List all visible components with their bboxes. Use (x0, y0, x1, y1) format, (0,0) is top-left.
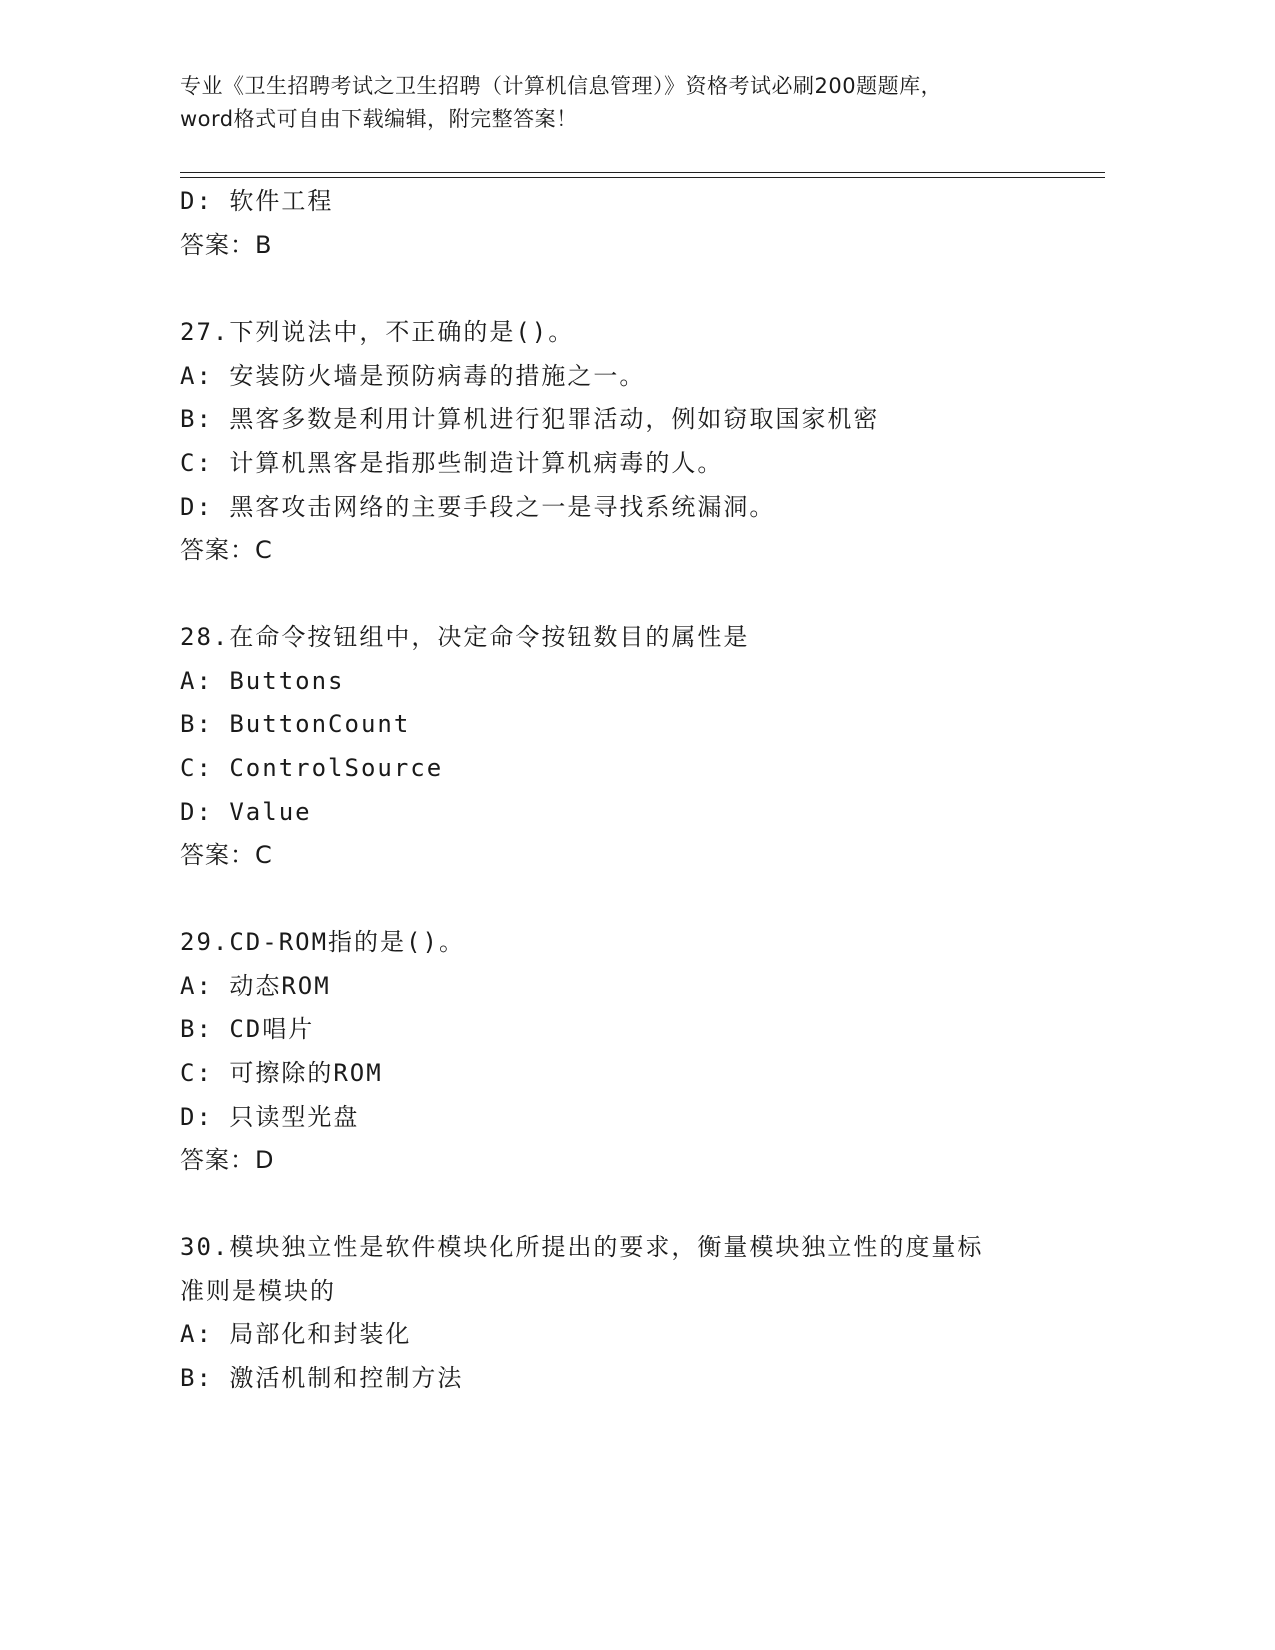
prev-option-d: D: 软件工程 (180, 187, 334, 215)
q30-question-line-2: 准则是模块的 (180, 1277, 336, 1305)
q28-option-c: C: ControlSource (180, 754, 444, 782)
q28-answer: 答案：C (180, 841, 273, 869)
q29-question: 29.CD-ROM指的是()。 (180, 928, 465, 956)
q27-question: 27.下列说法中，不正确的是()。 (180, 318, 575, 346)
q28-option-b: B: ButtonCount (180, 710, 411, 738)
header-line-1: 专业《卫生招聘考试之卫生招聘（计算机信息管理）》资格考试必刷200题题库， (180, 74, 943, 98)
q27-option-c: C: 计算机黑客是指那些制造计算机病毒的人。 (180, 449, 724, 477)
q30-option-a: A: 局部化和封装化 (180, 1320, 412, 1348)
header-divider-bottom (180, 177, 1105, 178)
q29-option-c: C: 可擦除的ROM (180, 1059, 383, 1087)
q29-answer: 答案：D (180, 1146, 275, 1174)
q28-question: 28.在命令按钮组中，决定命令按钮数目的属性是 (180, 623, 750, 651)
q27-option-a: A: 安装防火墙是预防病毒的措施之一。 (180, 362, 646, 390)
prev-answer: 答案：B (180, 231, 273, 259)
q29-option-d: D: 只读型光盘 (180, 1103, 360, 1131)
q27-answer: 答案：C (180, 536, 273, 564)
header-line-2: word格式可自由下载编辑，附完整答案！ (180, 107, 578, 131)
q29-option-a: A: 动态ROM (180, 972, 331, 1000)
q30-option-b: B: 激活机制和控制方法 (180, 1364, 464, 1392)
header-divider-top (180, 172, 1105, 173)
q30-question-line-1: 30.模块独立性是软件模块化所提出的要求，衡量模块独立性的度量标 (180, 1233, 984, 1261)
q28-option-d: D: Value (180, 798, 312, 826)
q29-option-b: B: CD唱片 (180, 1015, 315, 1043)
document-header (180, 70, 1080, 136)
q27-option-d: D: 黑客攻击网络的主要手段之一是寻找系统漏洞。 (180, 493, 776, 521)
q27-option-b: B: 黑客多数是利用计算机进行犯罪活动，例如窃取国家机密 (180, 405, 880, 433)
q28-option-a: A: Buttons (180, 667, 345, 695)
